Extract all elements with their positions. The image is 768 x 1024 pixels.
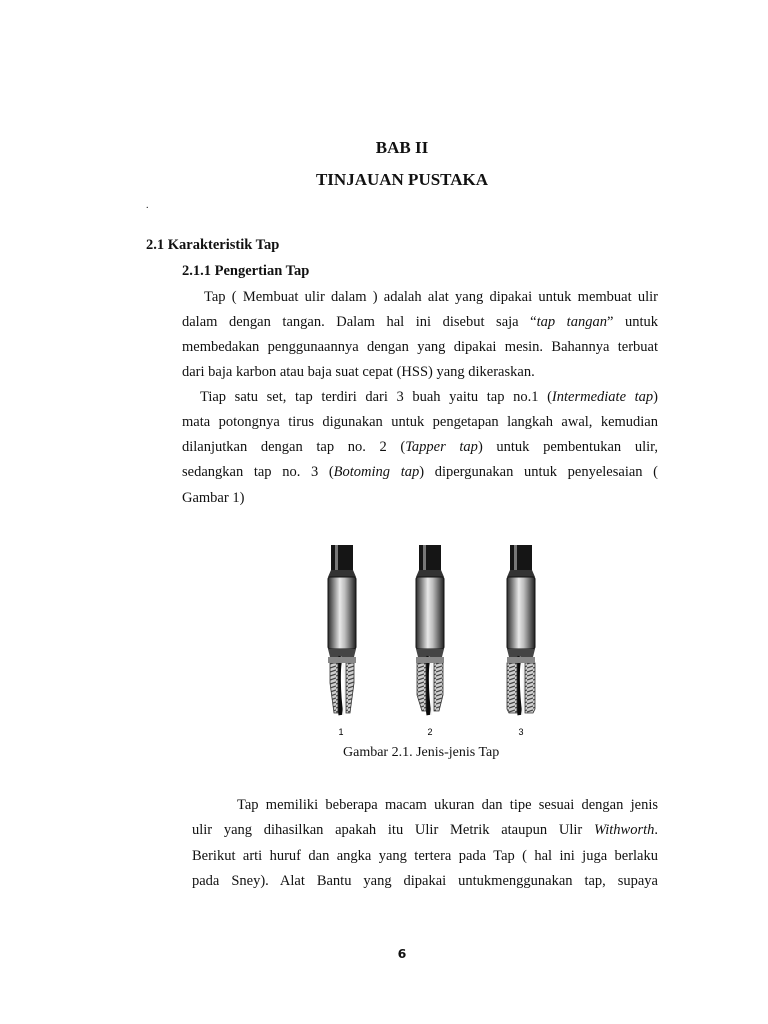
paragraph-line: dari baja karbon atau baja suat cepat (HSS) yang dikeraskan.	[182, 364, 535, 380]
tap-types-illustration	[318, 545, 553, 740]
paragraph-line: membedakan penggunaannya dengan yang dipakai mesin. Bahannya terbuat	[182, 339, 658, 355]
paragraph-line: Gambar 1)	[182, 490, 245, 506]
tap-label-2: 2	[427, 727, 433, 737]
tap-label-1: 1	[338, 727, 344, 737]
tap-types-figure	[318, 545, 553, 740]
tap-3-bottoming-icon	[507, 545, 535, 715]
tap-1-intermediate-icon	[328, 545, 356, 715]
tap-2-tapper-icon	[416, 545, 444, 715]
chapter-number: BAB II	[375, 138, 429, 157]
chapter-title: TINJAUAN PUSTAKA	[315, 170, 489, 189]
paragraph-line: pada Sney). Alat Bantu yang dipakai untukmenggunakan tap, supaya	[192, 873, 658, 889]
subsection-heading: 2.1.1 Pengertian Tap	[182, 263, 310, 279]
paragraph-line: mata potongnya tirus digunakan untuk pengetapan langkah awal, kemudian	[182, 414, 658, 430]
paragraph-line: dilanjutkan dengan tap no. 2 (Tapper tap) untuk pembentukan ulir,	[182, 439, 658, 455]
section-heading: 2.1 Karakteristik Tap	[146, 237, 280, 253]
paragraph-line: Berikut arti huruf dan angka yang tertera pada Tap ( hal ini juga berlaku	[192, 848, 658, 864]
paragraph-line: Tap ( Membuat ulir dalam ) adalah alat yang dipakai untuk membuat ulir	[204, 289, 658, 305]
paragraph-line: Tap memiliki beberapa macam ukuran dan tipe sesuai dengan jenis	[237, 797, 658, 813]
paragraph-line: sedangkan tap no. 3 (Botoming tap) dipergunakan untuk penyelesaian (	[182, 464, 658, 480]
figure-caption: Gambar 2.1. Jenis-jenis Tap	[343, 745, 500, 760]
stray-mark: .	[146, 200, 149, 211]
paragraph-line: ulir yang dihasilkan apakah itu Ulir Metrik ataupun Ulir Withworth.	[192, 822, 658, 838]
tap-label-3: 3	[518, 727, 524, 737]
paragraph-line: dalam dengan tangan. Dalam hal ini disebut saja “tap tangan” untuk	[182, 314, 658, 330]
paragraph-line: Tiap satu set, tap terdiri dari 3 buah yaitu tap no.1 (Intermediate tap)	[200, 389, 658, 405]
page-number: 6	[397, 946, 407, 961]
